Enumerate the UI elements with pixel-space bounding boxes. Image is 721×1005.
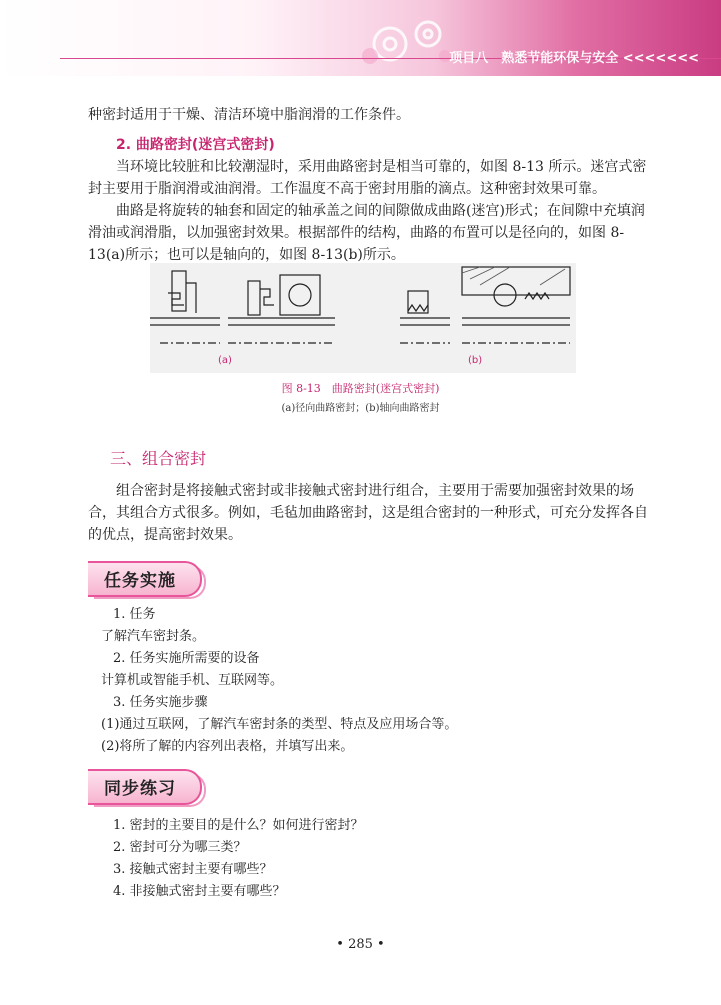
section-heading-combined-seal: 三、组合密封 <box>110 449 207 468</box>
paragraph-2: 曲路是将旋转的轴套和固定的轴承盖之间的间隙做成曲路(迷宫)形式；在间隙中充填润滑油或润滑脂，以加强密封效果。根据部件的结构，曲路的布置可以是径向的，如图 8-13(a)所示；也可以是轴向的，如图 8-13(b)所示。 <box>88 203 645 263</box>
task-line: 了解汽车密封条。 <box>101 629 206 644</box>
page-number: • 285 • <box>336 937 385 952</box>
labyrinth-seal-drawing <box>150 263 576 373</box>
figure-label-b: (b) <box>468 355 483 366</box>
figure-subcaption: (a)径向曲路密封；(b)轴向曲路密封 <box>281 403 440 414</box>
figure-caption: 图 8-13 曲路密封(迷宫式密封) <box>281 382 440 395</box>
practice-question: 2. 密封可分为哪三类？ <box>113 840 247 855</box>
task-tab-label: 任务实施 <box>104 571 176 591</box>
header-title: 项目八 熟悉节能环保与安全 <<<<<<< <box>449 51 699 66</box>
paragraph-0: 种密封适用于干燥、清洁环境中脂润滑的工作条件。 <box>88 107 410 123</box>
task-line: (2)将所了解的内容列出表格，并填写出来。 <box>101 739 354 754</box>
subheading-labyrinth-seal: 2. 曲路密封(迷宫式密封) <box>116 137 275 153</box>
practice-question: 1. 密封的主要目的是什么？如何进行密封？ <box>113 818 364 833</box>
paragraph-1: 当环境比较脏和比较潮湿时，采用曲路密封是相当可靠的，如图 8-13 所示。迷宫式密封主要用于脂润滑或油润滑。工作温度不高于密封用脂的滴点。这种密封效果可靠。 <box>88 159 647 197</box>
practice-tab-label: 同步练习 <box>104 779 176 799</box>
practice-tab <box>88 769 210 803</box>
section3-body: 组合密封是将接触式密封或非接触式密封进行组合，主要用于需要加强密封效果的场合，其组合方式很多。例如，毛毡加曲路密封，这是组合密封的一种形式，可充分发挥各自的优点，提高密封效果。 <box>88 483 648 543</box>
figure-8-13 <box>150 263 576 373</box>
task-line: (1)通过互联网，了解汽车密封条的类型、特点及应用场合等。 <box>101 717 458 732</box>
task-list <box>101 604 633 758</box>
gears-icon <box>350 12 460 72</box>
task-line: 计算机或智能手机、互联网等。 <box>101 673 284 688</box>
practice-list <box>113 815 633 903</box>
task-line: 3. 任务实施步骤 <box>113 695 208 710</box>
practice-question: 4. 非接触式密封主要有哪些？ <box>113 884 286 899</box>
task-line: 2. 任务实施所需要的设备 <box>113 651 260 666</box>
page-header <box>0 0 721 80</box>
figure-label-a: (a) <box>218 355 232 366</box>
practice-question: 3. 接触式密封主要有哪些？ <box>113 862 273 877</box>
task-line: 1. 任务 <box>113 607 156 622</box>
task-tab <box>88 561 210 595</box>
